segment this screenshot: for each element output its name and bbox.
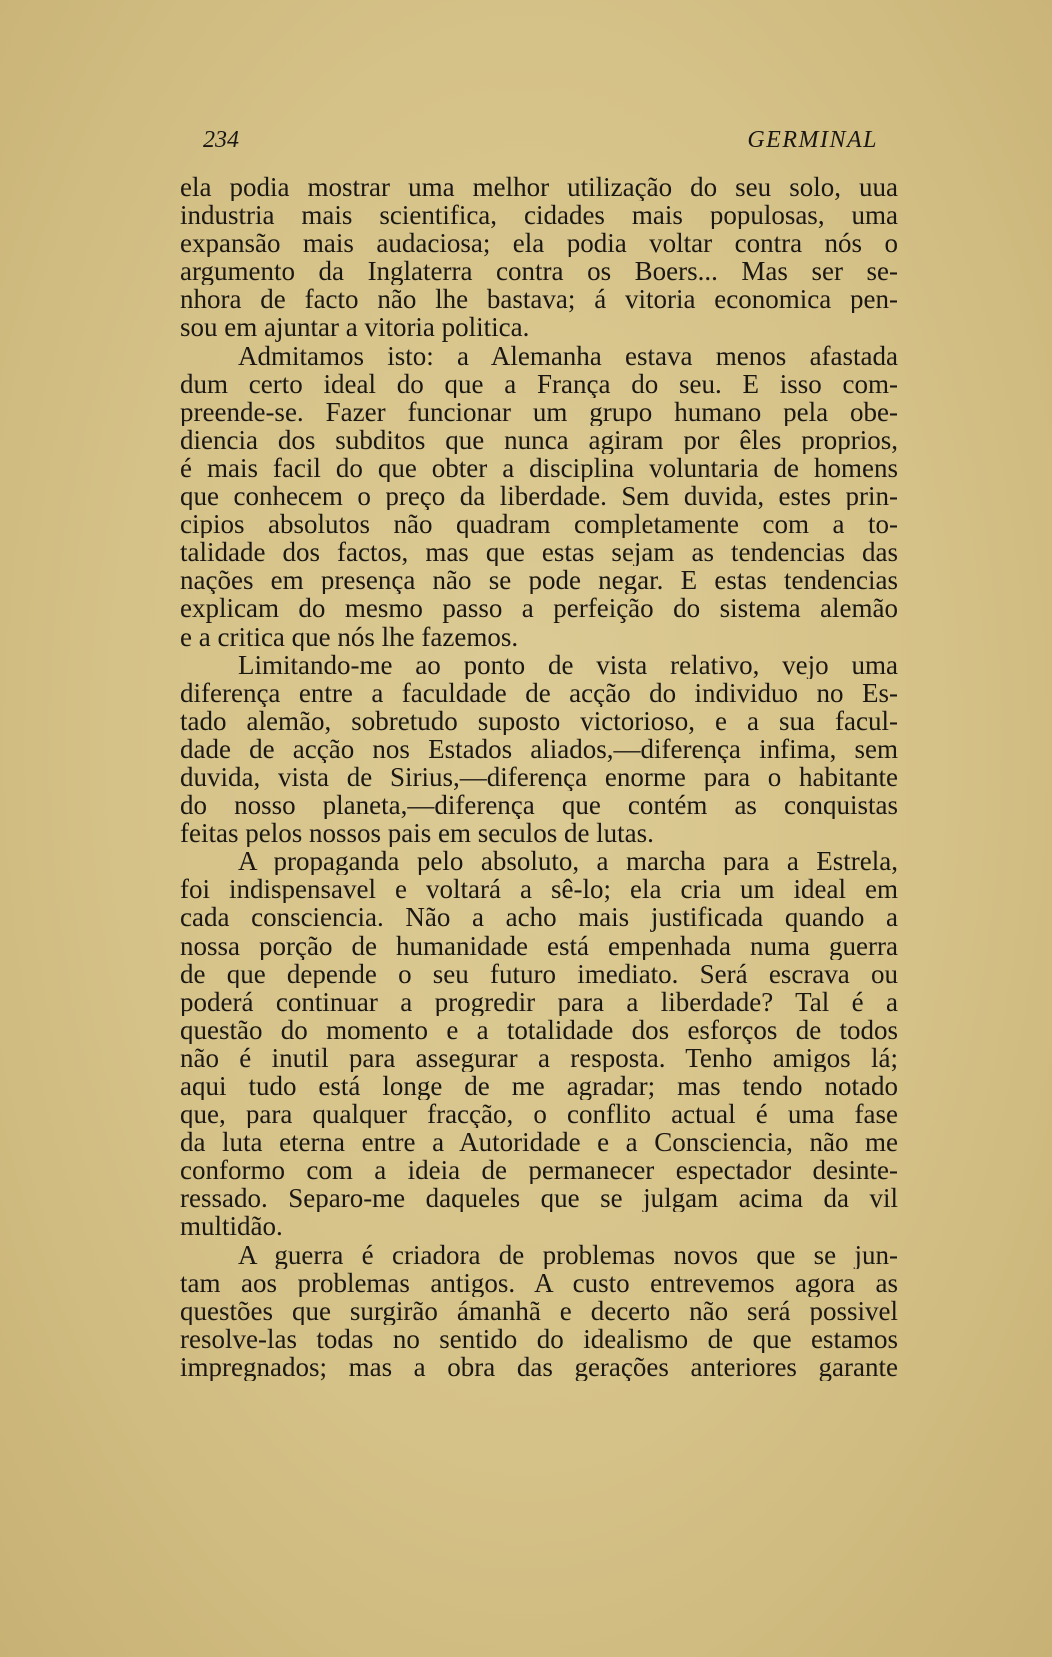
running-title: GERMINAL	[747, 126, 878, 153]
text-line: industria mais scientifica, cidades mais populosas, uma	[180, 201, 898, 230]
text-line: dum certo ideal do que a França do seu. E isso com-	[180, 369, 898, 398]
text-line: ela podia mostrar uma melhor utilização do seu solo, uua	[180, 173, 898, 202]
text-line: que conhecem o preço da liberdade. Sem duvida, estes prin-	[180, 482, 898, 511]
text-line: nações em presença não se pode negar. E estas tendencias	[180, 566, 898, 595]
text-line: sou em ajuntar a vitoria politica.	[180, 313, 530, 342]
text-line: expansão mais audaciosa; ela podia voltar contra nós o	[180, 229, 898, 258]
text-line: poderá continuar a progredir para a liberdade? Tal é a	[180, 987, 898, 1016]
paragraph	[180, 173, 898, 342]
text-line: do nosso planeta,—diferença que contém as conquistas	[180, 791, 898, 820]
text-line: explicam do mesmo passo a perfeição do sistema alemão	[180, 594, 898, 623]
text-line: preende-se. Fazer funcionar um grupo humano pela obe-	[180, 397, 898, 426]
text-line: nossa porção de humanidade está empenhada numa guerra	[180, 931, 898, 960]
text-line: resolve-las todas no sentido do idealismo de que estamos	[180, 1324, 898, 1353]
paragraph	[180, 651, 898, 848]
text-line: A propaganda pelo absoluto, a marcha para a Estrela,	[238, 847, 898, 876]
text-line: talidade dos factos, mas que estas sejam as tendencias das	[180, 538, 898, 567]
running-header	[203, 124, 878, 156]
text-line: A guerra é criadora de problemas novos que se jun-	[238, 1240, 898, 1269]
text-line: cipios absolutos não quadram completamente com a to-	[180, 510, 898, 539]
text-line: cada consciencia. Não a acho mais justificada quando a	[180, 903, 898, 932]
text-line: questão do momento e a totalidade dos esforços de todos	[180, 1015, 898, 1044]
text-line: argumento da Inglaterra contra os Boers... Mas ser se-	[180, 257, 898, 286]
page-number: 234	[203, 126, 239, 153]
text-line: dade de acção nos Estados aliados,—diferença infima, sem	[180, 734, 898, 763]
text-line: diferença entre a faculdade de acção do individuo no Es-	[180, 678, 898, 707]
text-line: questões que surgirão ámanhã e decerto não será possivel	[180, 1296, 898, 1325]
text-line: tam aos problemas antigos. A custo entrevemos agora as	[180, 1268, 898, 1297]
text-line: conformo com a ideia de permanecer espectador desinte-	[180, 1156, 898, 1185]
text-line: de que depende o seu futuro imediato. Será escrava ou	[180, 959, 898, 988]
text-line: foi indispensavel e voltará a sê-lo; ela cria um ideal em	[180, 875, 898, 904]
paragraph	[180, 1241, 898, 1381]
text-line: não é inutil para assegurar a resposta. Tenho amigos lá;	[180, 1043, 898, 1072]
text-line: duvida, vista de Sirius,—diferença enorme para o habitante	[180, 762, 898, 792]
paragraph	[180, 847, 898, 1240]
text-line: impregnados; mas a obra das gerações anteriores garante	[180, 1352, 898, 1382]
text-line: nhora de facto não lhe bastava; á vitoria economica pen-	[180, 285, 898, 314]
text-line: é mais facil do que obter a disciplina voluntaria de homens	[180, 453, 898, 483]
text-line: tado alemão, sobretudo suposto victorioso, e a sua facul-	[180, 706, 898, 735]
body-text	[180, 173, 898, 1381]
text-line: Limitando-me ao ponto de vista relativo, vejo uma	[238, 650, 898, 679]
text-line: multidão.	[180, 1212, 283, 1241]
text-line: Admitamos isto: a Alemanha estava menos afastada	[238, 341, 898, 370]
text-line: que, para qualquer fracção, o conflito actual é uma fase	[180, 1100, 898, 1129]
text-line: aqui tudo está longe de me agradar; mas tendo notado	[180, 1072, 898, 1101]
text-line: e a critica que nós lhe fazemos.	[180, 622, 519, 651]
text-line: da luta eterna entre a Autoridade e a Consciencia, não me	[180, 1128, 898, 1157]
text-line: ressado. Separo-me daqueles que se julgam acima da vil	[180, 1184, 898, 1213]
text-line: feitas pelos nossos pais em seculos de lutas.	[180, 819, 654, 848]
text-line: diencia dos subditos que nunca agiram por êles proprios,	[180, 425, 898, 454]
paragraph	[180, 342, 898, 651]
